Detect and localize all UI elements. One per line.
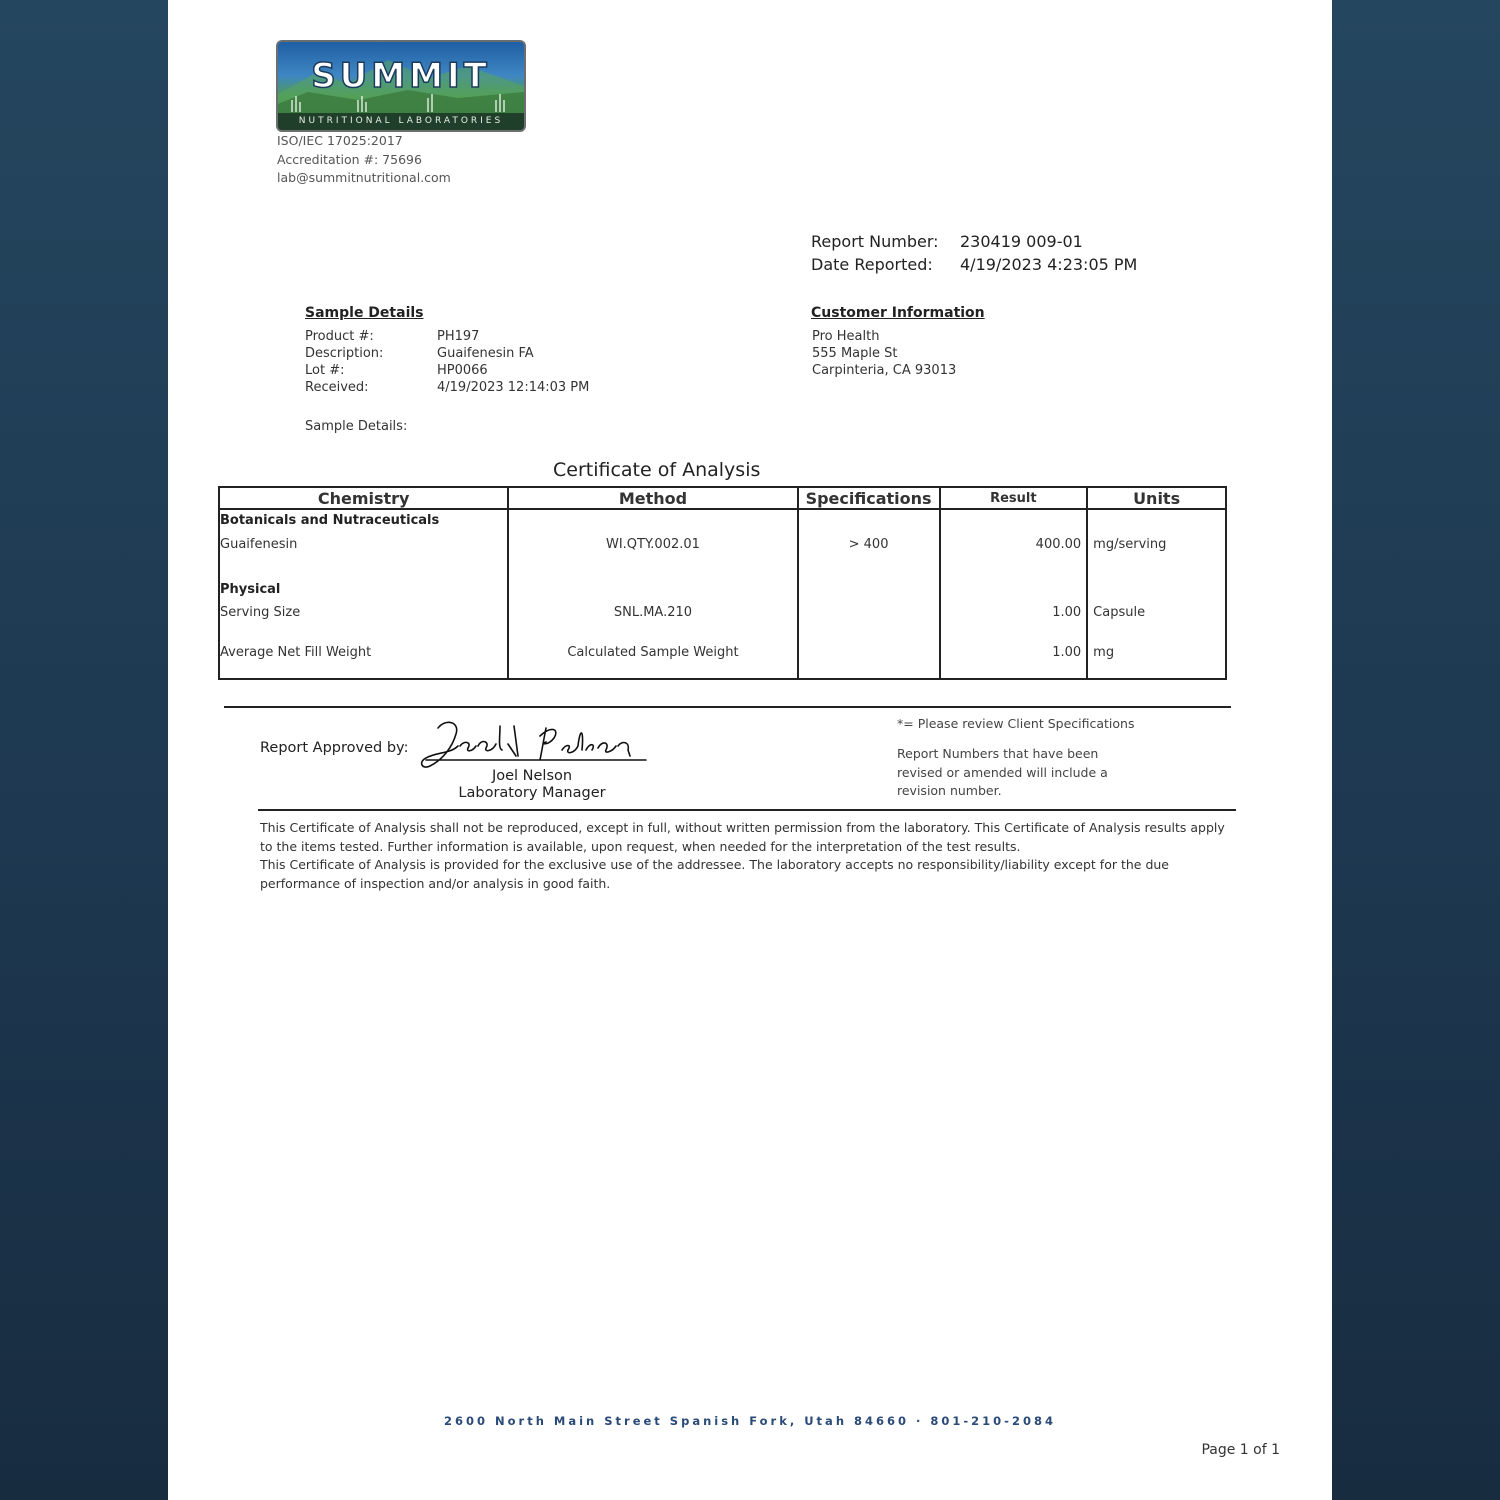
logo-wordmark: SUMMIT	[311, 56, 491, 96]
revision-note-line: revised or amended will include a	[897, 764, 1108, 780]
approver-block	[432, 768, 632, 802]
group-name: Physical	[219, 579, 508, 599]
accreditation-number: Accreditation #: 75696	[277, 151, 422, 167]
result-cell: 1.00	[940, 599, 1088, 625]
units-cell: mg	[1087, 639, 1226, 665]
table-header-row	[219, 487, 1226, 509]
header-chemistry: Chemistry	[219, 487, 508, 509]
page-number: Page 1 of 1	[1201, 1442, 1280, 1458]
divider-bottom	[258, 809, 1236, 811]
chemistry-cell: Serving Size	[219, 599, 508, 625]
sample-labels	[305, 328, 383, 396]
table-row	[219, 599, 1226, 625]
approver-title: Laboratory Manager	[458, 785, 606, 801]
sample-values	[437, 328, 589, 396]
method-cell: WI.QTY.002.01	[508, 531, 797, 557]
result-cell: 1.00	[940, 639, 1088, 665]
iso-standard: ISO/IEC 17025:2017	[277, 133, 403, 148]
footer-address: 2600 North Main Street Spanish Fork, Utah 84660 · 801-210-2084	[444, 1414, 1056, 1428]
results-table	[218, 486, 1227, 680]
customer-street: 555 Maple St	[812, 346, 898, 361]
description-value: Guaifenesin FA	[437, 346, 534, 361]
units-cell: Capsule	[1087, 599, 1226, 625]
sample-details-label: Sample Details:	[305, 419, 408, 434]
method-cell: Calculated Sample Weight	[508, 639, 797, 665]
divider-top	[224, 706, 1231, 708]
customer-city: Carpinteria, CA 93013	[812, 363, 957, 378]
lot-value: HP0066	[437, 363, 488, 378]
group-row	[219, 579, 1226, 599]
sample-details-heading: Sample Details	[305, 305, 424, 321]
received-value: 4/19/2023 12:14:03 PM	[437, 380, 590, 395]
report-labels	[811, 230, 939, 276]
chemistry-cell: Average Net Fill Weight	[219, 639, 508, 665]
revision-note-line: Report Numbers that have been	[897, 746, 1099, 761]
report-values	[960, 230, 1137, 276]
disclaimer-line: This Certificate of Analysis is provided for the exclusive use of the addressee. The laboratory accepts no responsibility/liability except for the due	[260, 857, 1170, 872]
customer-name: Pro Health	[812, 329, 880, 344]
customer-address	[812, 328, 956, 379]
group-name: Botanicals and Nutraceuticals	[219, 509, 508, 531]
report-number: 230419 009-01	[960, 232, 1083, 251]
date-reported-label: Date Reported:	[811, 255, 933, 274]
header-result: Result	[940, 487, 1088, 509]
lab-info	[277, 132, 451, 188]
date-reported: 4/19/2023 4:23:05 PM	[960, 255, 1138, 274]
result-cell: 400.00	[940, 531, 1088, 557]
disclaimer-line: to the items tested. Further information is available, upon request, when needed for the interpretation of the test results.	[260, 838, 1021, 854]
customer-info-heading: Customer Information	[811, 305, 985, 321]
revision-note-line: revision number.	[897, 783, 1002, 798]
signature-image	[416, 716, 656, 774]
approved-by-label: Report Approved by:	[260, 740, 409, 756]
group-row	[219, 509, 1226, 531]
disclaimer-line: This Certificate of Analysis shall not be reproduced, except in full, without written permission from the laboratory. This Certificate of Analysis results apply	[260, 820, 1225, 835]
table-row	[219, 531, 1226, 557]
summit-logo	[276, 40, 526, 132]
logo-subtitle: NUTRITIONAL LABORATORIES	[278, 113, 524, 130]
method-cell: SNL.MA.210	[508, 599, 797, 625]
approver-name: Joel Nelson	[491, 768, 573, 784]
header-method: Method	[508, 487, 797, 509]
revision-note	[897, 745, 1108, 801]
spec-cell	[798, 599, 940, 625]
document-page	[168, 0, 1332, 1500]
disclaimer	[260, 819, 1230, 893]
lab-email: lab@summitnutritional.com	[277, 170, 451, 185]
product-label: Product #:	[305, 329, 374, 344]
units-cell: mg/serving	[1087, 531, 1226, 557]
product-value: PH197	[437, 329, 480, 344]
received-label: Received:	[305, 380, 369, 395]
header-units: Units	[1087, 487, 1226, 509]
client-spec-note: *= Please review Client Specifications	[897, 716, 1135, 731]
description-label: Description:	[305, 346, 384, 361]
report-number-label: Report Number:	[811, 232, 939, 251]
coa-title: Certificate of Analysis	[553, 459, 761, 481]
header-specifications: Specifications	[798, 487, 940, 509]
lot-label: Lot #:	[305, 363, 345, 378]
chemistry-cell: Guaifenesin	[219, 531, 508, 557]
disclaimer-line: performance of inspection and/or analysis in good faith.	[260, 875, 611, 891]
spec-cell	[798, 639, 940, 665]
spec-cell: > 400	[798, 531, 940, 557]
table-row	[219, 639, 1226, 665]
